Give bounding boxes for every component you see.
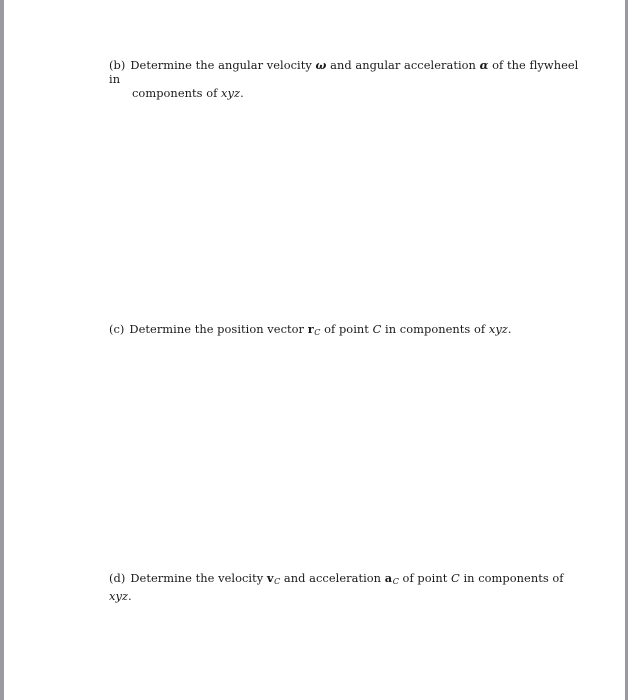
question-d-text-2: and acceleration [283, 571, 382, 585]
acceleration-symbol: a [384, 571, 393, 585]
question-c-text-2: of point [324, 322, 369, 336]
question-d-label: (d) [109, 571, 126, 585]
period: . [240, 86, 244, 100]
question-d-text-4: in components of [463, 571, 564, 585]
question-d [109, 571, 579, 603]
velocity-symbol: v [266, 571, 274, 585]
question-c-text-1: Determine the position vector [129, 322, 305, 336]
question-b-label: (b) [109, 58, 126, 72]
question-b [109, 58, 579, 100]
question-c [109, 322, 579, 340]
frame-xyz: xyz [109, 589, 129, 603]
velocity-subscript: C [274, 577, 281, 586]
position-vector-subscript: C [314, 328, 321, 337]
position-vector-symbol: r [307, 322, 314, 336]
question-d-text-3: of point [402, 571, 448, 585]
question-b-text-4: components of [132, 86, 218, 100]
period: . [128, 589, 132, 603]
frame-xyz: xyz [221, 86, 241, 100]
question-c-label: (c) [109, 322, 125, 336]
point-c: C [451, 571, 460, 585]
frame-xyz: xyz [488, 322, 508, 336]
omega-symbol: ω [315, 58, 327, 72]
question-c-text-3: in components of [385, 322, 486, 336]
point-c: C [372, 322, 382, 336]
question-d-text-1: Determine the velocity [130, 571, 264, 585]
question-b-line-2 [109, 86, 579, 100]
question-b-text-3: of the flywheel in [109, 58, 579, 86]
period: . [507, 322, 512, 336]
question-b-text-2: and angular acceleration [330, 58, 476, 72]
question-b-text-1: Determine the angular velocity [130, 58, 312, 72]
document-page [4, 0, 625, 700]
alpha-symbol: α [479, 58, 489, 72]
acceleration-subscript: C [392, 577, 399, 586]
